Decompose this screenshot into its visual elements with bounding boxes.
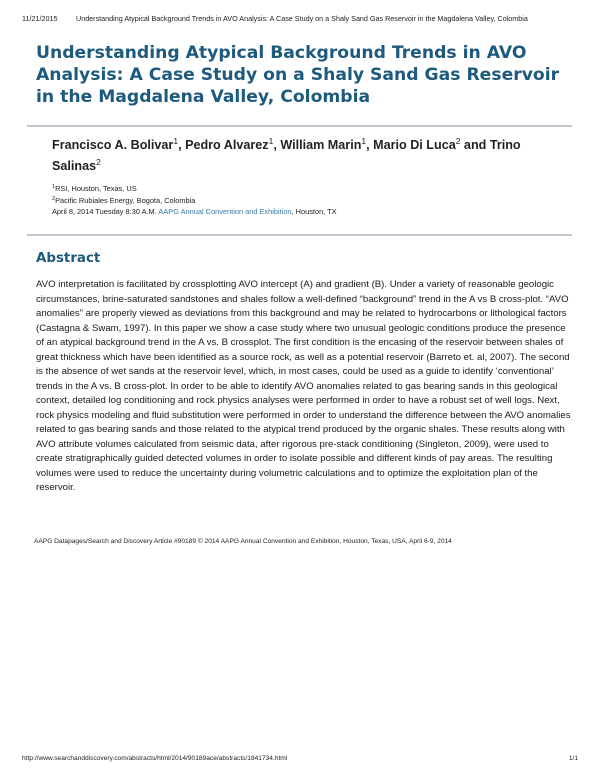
- affiliation-marker: 2: [96, 157, 101, 167]
- affiliation: $^1$RSI, Houston, Texas, US: [52, 184, 137, 193]
- print-doc-title: Understanding Atypical Background Trends in AVO Analysis: A Case Study on a Shaly Sand Gas Reservoir in the Magdalena Valley, Colombia: [76, 14, 528, 23]
- author: William Marin$^1$,: [280, 136, 374, 152]
- author: Francisco A. Bolivar$^1$,: [52, 136, 186, 152]
- session-info: [52, 206, 572, 218]
- affiliation-marker: 1: [173, 136, 179, 146]
- affiliation-marker: 1: [361, 136, 367, 146]
- abstract-body: [36, 278, 573, 496]
- author: Mario Di Luca$^2$ and: [373, 136, 490, 152]
- print-date: 11/21/2015: [22, 14, 58, 23]
- author: Pedro Alvarez$^1$,: [185, 136, 281, 152]
- citation: AAPG Datapages/Search and Discovery Article #90189 © 2014 AAPG Annual Convention and Exhibition, Houston, Texas, USA, April 6-9, 2014: [34, 538, 452, 545]
- author-list: [52, 135, 562, 177]
- affiliation-marker: 2: [455, 136, 461, 146]
- page-number: 1/1: [568, 755, 578, 762]
- session-datetime: April 8, 2014 Tuesday 8:30 A.M.: [52, 207, 157, 216]
- author: Trino Salinas$^2$: [52, 138, 521, 173]
- event-link[interactable]: AAPG Annual Convention and Exhibition: [158, 207, 292, 216]
- abstract-text: AVO interpretation is facilitated by crossplotting AVO intercept (A) and gradient (B). Under a variety of reasonable geologic circumstances, brine-saturated sandstones and shales follow a well-defined “background” trend in the A vs B cross-plot. “AVO anomalies” are properly viewed as deviations from this background and may be related to hydrocarbons or lithological factors (Castagna & Swam, 1997). In this paper we show a case study where two unusual geologic conditions produce the presence of an atypical background trend in the A vs. B crossplot. The first condition is the encasing of the reservoir between shales of great thickness which have been identified as a source rock, as well as a potential reservoir (Barreto et. al, 2007). The second is the absence of wet sands at the reservoir level, which, in most cases, could be used as a guide to identify ‘conventional’ trends in the A vs. B cross-plot. In order to be able to identify AVO anomalies related to gas bearing sands in this geological context, detailed log conditioning and rock physics analyses were performed in order to have a robust set of well logs. Next, rock physics modeling and fluid substitution were performed in order to understand the difference between the AVO anomalies related to gas bearing sands and those related to the atypical trend produced by the organic shales. These results along with AVO attribute volumes calculated from seismic data, after rigorous pre-stack conditioning (Singleton, 2009), were used to create stratigraphically guided detected volumes in order to isolate possible and different kinds of pay areas. The resulting volumes were used to reduce the uncertainty during volumetric calculations and to optimize the exploitation plan of the reservoir.: [36, 279, 571, 493]
- print-header: [22, 14, 590, 23]
- affiliation-marker: 1: [268, 136, 274, 146]
- session-location: , Houston, TX: [291, 207, 337, 216]
- affiliation: $^2$Pacific Rubiales Energy, Bogota, Colombia: [52, 195, 196, 205]
- affiliations: [52, 183, 572, 218]
- print-footer: [22, 755, 578, 762]
- abstract-heading: Abstract: [36, 251, 101, 266]
- article-title: Understanding Atypical Background Trends in AVO Analysis: A Case Study on a Shaly Sand Gas Reservoir in the Magdalena Valley, Colombia: [36, 43, 560, 107]
- divider: [27, 234, 572, 236]
- divider: [27, 125, 572, 127]
- page-url: http://www.searchanddiscovery.com/abstracts/html/2014/90189ace/abstracts/1841734.html: [22, 755, 288, 762]
